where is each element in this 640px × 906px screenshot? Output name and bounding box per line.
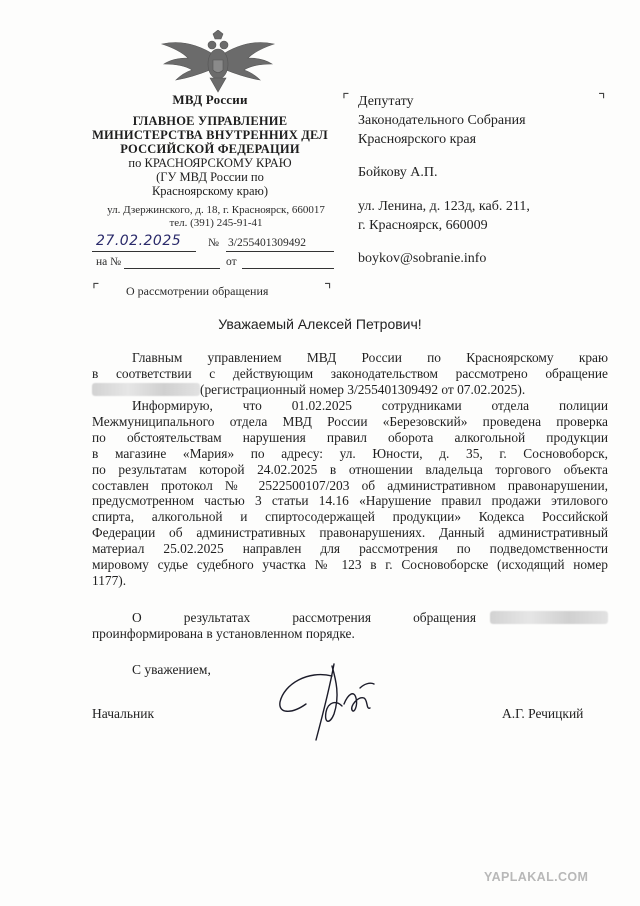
body-line-text: составлен протокол № 2522500107/203 об административном правонарушении, <box>92 477 608 493</box>
body-line <box>92 366 608 382</box>
body-line <box>92 493 608 509</box>
ref-number: 3/255401309492 <box>228 237 306 249</box>
body-line <box>92 557 608 573</box>
body-paragraph-3 <box>92 610 608 642</box>
redacted-name-blur <box>490 611 608 624</box>
ref-number-underline <box>226 251 334 252</box>
body-line <box>92 398 608 414</box>
body-line-text: спирта, алкогольной и спиртосодержащей продукции» Кодекса Российской <box>92 509 608 525</box>
handwritten-signature-icon <box>270 640 400 750</box>
body-line <box>92 446 608 462</box>
subject-left-bracket: ⌜ <box>92 280 100 299</box>
redacted-name-blur <box>92 383 200 396</box>
sender-org-line-3: РОССИЙСКОЙ ФЕДЕРАЦИИ <box>120 142 300 156</box>
recipient-line-1: Депутату <box>358 94 414 109</box>
body-line <box>92 350 608 366</box>
sender-address: ул. Дзержинского, д. 18, г. Красноярск, 660017 <box>107 204 325 216</box>
recipient-line-3: Красноярского края <box>358 132 477 147</box>
police-eagle-emblem-icon <box>158 30 278 96</box>
signer-name: А.Г. Речицкий <box>502 706 584 721</box>
recipient-line-2: Законодательного Собрания <box>358 113 526 128</box>
body-line-text: по результатам которой 24.02.2025 в отношении владельца торгового объекта <box>92 461 608 477</box>
body-line-text: Главным управлением МВД России по Красноярскому краю <box>132 350 608 365</box>
body-line <box>92 509 608 525</box>
body-line-text: 1177). <box>92 572 127 588</box>
body-line-text: (регистрационный номер 3/255401309492 от 07.02.2025). <box>200 381 526 397</box>
subject-right-bracket: ⌝ <box>324 280 332 299</box>
sender-org-short: МВД России <box>172 92 248 107</box>
body-line <box>92 541 608 557</box>
body-paragraph-1 <box>92 350 608 398</box>
body-line-text: О результатах рассмотрения обращения <box>132 610 476 625</box>
recipient-right-bracket: ⌝ <box>598 90 606 109</box>
in-reply-underline <box>124 268 220 269</box>
recipient-address-2: г. Красноярск, 660009 <box>358 218 488 233</box>
sender-abbr-line-2: Красноярскому краю) <box>151 184 269 198</box>
body-line-text: мировому судье судебного участка № 123 в г. Сосновоборске (исходящий номер <box>92 557 608 573</box>
body-line <box>92 573 608 589</box>
sender-abbr-line-1: (ГУ МВД России по <box>156 170 264 184</box>
body-line-text: в соответствии с действующим законодательством рассмотрено обращение <box>92 365 608 381</box>
body-line-text: по обстоятельствам нарушения правил оборота алкогольной продукции <box>92 429 608 445</box>
sender-phone: тел. (391) 245-91-41 <box>169 217 263 229</box>
body-line-text: Межмуниципального отдела МВД России «Березовский» проведена проверка <box>92 413 608 429</box>
body-line-text: предусмотренном частью 3 статьи 14.16 «Нарушение правил продажи этилового <box>92 493 608 509</box>
signer-title: Начальник <box>92 706 155 721</box>
subject-line: О рассмотрении обращения <box>126 284 269 298</box>
body-line-text: проинформирована в установленном порядке. <box>92 625 355 641</box>
body-line-text: в магазине «Мария» по адресу: ул. Юности, д. 35, г. Сосновоборск, <box>92 445 608 461</box>
date-underline <box>92 251 196 252</box>
recipient-left-bracket: ⌜ <box>342 90 350 109</box>
ref-number-label: № <box>208 237 219 249</box>
body-line-text: Информирую, что 01.02.2025 сотрудниками отдела полиции <box>132 398 608 413</box>
in-reply-label: на № <box>96 256 122 268</box>
body-line-text: Федерации об административных правонарушениях. Данный административный <box>92 525 608 541</box>
closing: С уважением, <box>132 662 211 677</box>
body-line <box>92 462 608 478</box>
body-line <box>92 610 608 626</box>
recipient-email: boykov@sobranie.info <box>358 251 487 266</box>
body-line-text: материал 25.02.2025 направлен для рассмотрения по подведомственности <box>92 541 608 557</box>
watermark: YAPLAKAL.COM <box>484 870 589 884</box>
from-underline <box>242 268 334 269</box>
body-line <box>92 382 608 398</box>
recipient-address-1: ул. Ленина, д. 123д, каб. 211, <box>358 199 530 214</box>
sender-org-line-2: МИНИСТЕРСТВА ВНУТРЕННИХ ДЕЛ <box>92 128 328 142</box>
handwritten-date: 27.02.2025 <box>96 233 182 249</box>
body-line <box>92 478 608 494</box>
sender-region: по КРАСНОЯРСКОМУ КРАЮ <box>128 156 292 170</box>
sender-org-line-1: ГЛАВНОЕ УПРАВЛЕНИЕ <box>132 114 288 128</box>
body-paragraph-2 <box>92 398 608 589</box>
body-line <box>92 430 608 446</box>
recipient-name: Бойкову А.П. <box>358 165 438 180</box>
greeting: Уважаемый Алексей Петрович! <box>218 316 422 332</box>
body-line <box>92 414 608 430</box>
body-line <box>92 525 608 541</box>
from-label: от <box>226 256 237 268</box>
